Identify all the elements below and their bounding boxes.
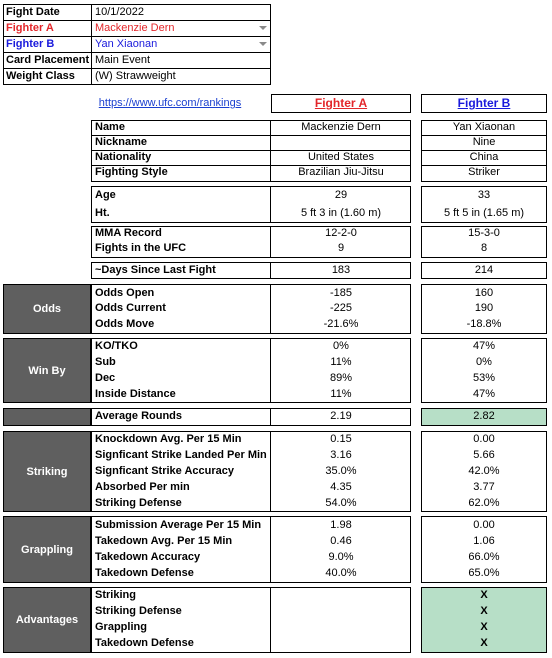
fighter-a-header-label: Fighter A <box>314 96 368 110</box>
advantage-label: Takedown Defense <box>95 637 194 649</box>
striking-value-b: 0.00 <box>473 433 495 445</box>
profile-value-b: Striker <box>468 166 500 178</box>
weight-class-value[interactable]: (W) Strawweight <box>95 70 176 82</box>
physical-section <box>0 186 552 223</box>
odds-section <box>0 284 552 334</box>
profile-label: Fighting Style <box>95 166 168 178</box>
striking-value-a: 54.0% <box>325 497 357 509</box>
physical-label: Ht. <box>95 207 110 219</box>
winby-value-b: 0% <box>476 356 492 368</box>
striking-category: Striking <box>3 431 91 512</box>
grappling-value-a: 40.0% <box>325 567 357 579</box>
odds-value-a: -21.6% <box>323 318 359 330</box>
fighter-b-select[interactable]: Yan Xiaonan <box>95 38 158 50</box>
info-label-card-placement: Card Placement <box>6 54 90 66</box>
winby-value-a: 11% <box>330 388 352 400</box>
grappling-value-a: 0.46 <box>330 535 352 547</box>
odds-value-b: -18.8% <box>466 318 502 330</box>
avgrounds-value-a: 2.19 <box>330 410 352 422</box>
striking-value-a: 4.35 <box>330 481 352 493</box>
striking-value-b: 62.0% <box>468 497 500 509</box>
info-label-fighter-a: Fighter A <box>6 22 54 34</box>
profile-value-b: Nine <box>472 136 496 148</box>
advantages-category: Advantages <box>3 587 91 653</box>
advantage-mark-b: X <box>480 621 488 633</box>
winby-value-a: 0% <box>333 340 349 352</box>
striking-label: Striking Defense <box>95 497 182 509</box>
physical-value-b: 33 <box>477 189 491 201</box>
winby-value-b: 53% <box>472 372 496 384</box>
striking-value-a: 3.16 <box>330 449 352 461</box>
days-value-b: 214 <box>474 264 494 276</box>
chevron-down-icon[interactable] <box>259 42 267 46</box>
avgrounds-label: Average Rounds <box>95 410 183 422</box>
advantage-label: Striking <box>95 589 136 601</box>
odds-value-b: 160 <box>474 287 494 299</box>
record-value-a: 9 <box>337 242 345 254</box>
fighter-b-header-label: Fighter B <box>457 96 511 110</box>
info-table <box>3 4 271 85</box>
striking-label: Absorbed Per min <box>95 481 190 493</box>
record-value-a: 12-2-0 <box>325 227 357 239</box>
avgrounds-value-b: 2.82 <box>473 410 495 422</box>
profile-label: Nickname <box>95 136 147 148</box>
profile-label: Nationality <box>95 151 152 163</box>
odds-label: Odds Current <box>95 302 166 314</box>
record-value-b: 8 <box>480 242 488 254</box>
chevron-down-icon[interactable] <box>259 26 267 30</box>
record-label: Fights in the UFC <box>95 242 187 254</box>
profile-value-b: Yan Xiaonan <box>452 121 516 133</box>
record-section <box>0 226 552 258</box>
profile-section <box>0 120 552 182</box>
profile-value-a: United States <box>307 151 375 163</box>
card-placement-value[interactable]: Main Event <box>95 54 151 66</box>
grappling-section <box>0 516 552 583</box>
striking-label: Signficant Strike Accuracy <box>95 465 234 477</box>
odds-value-a: -225 <box>329 302 353 314</box>
grappling-label: Takedown Accuracy <box>95 551 201 563</box>
fight-date-value[interactable]: 10/1/2022 <box>95 6 144 18</box>
physical-value-a: 5 ft 3 in (1.60 m) <box>300 207 382 219</box>
winby-category: Win By <box>3 338 91 403</box>
odds-label: Odds Open <box>95 287 155 299</box>
days-value-a: 183 <box>331 264 351 276</box>
grappling-value-b: 65.0% <box>468 567 500 579</box>
days-section <box>0 262 552 279</box>
advantages-section <box>0 587 552 653</box>
grappling-label: Takedown Defense <box>95 567 194 579</box>
avgrounds-section <box>0 408 552 426</box>
grappling-label: Takedown Avg. Per 15 Min <box>95 535 233 547</box>
odds-value-b: 190 <box>474 302 494 314</box>
winby-label: Inside Distance <box>95 388 176 400</box>
winby-section <box>0 338 552 403</box>
winby-value-a: 89% <box>329 372 353 384</box>
advantage-label: Grappling <box>95 621 147 633</box>
striking-value-b: 5.66 <box>473 449 495 461</box>
striking-section <box>0 431 552 512</box>
grappling-value-b: 66.0% <box>468 551 500 563</box>
advantage-mark-b: X <box>480 605 488 617</box>
winby-label: Sub <box>95 356 116 368</box>
grappling-value-a: 9.0% <box>328 551 354 563</box>
avgrounds-category <box>3 408 91 426</box>
physical-label: Age <box>95 189 116 201</box>
odds-label: Odds Move <box>95 318 155 330</box>
grappling-category: Grappling <box>3 516 91 583</box>
advantage-label: Striking Defense <box>95 605 182 617</box>
winby-value-b: 47% <box>472 340 496 352</box>
info-label-fighter-b: Fighter B <box>6 38 55 50</box>
striking-value-b: 3.77 <box>473 481 495 493</box>
profile-value-b: China <box>469 151 499 163</box>
grappling-label: Submission Average Per 15 Min <box>95 519 262 531</box>
striking-label: Knockdown Avg. Per 15 Min <box>95 433 242 445</box>
info-label-weight-class: Weight Class <box>6 70 75 82</box>
fighter-a-select[interactable]: Mackenzie Dern <box>95 22 175 34</box>
info-label-fight-date: Fight Date <box>6 6 60 18</box>
odds-category: Odds <box>3 284 91 334</box>
winby-value-a: 11% <box>330 356 352 368</box>
winby-value-b: 47% <box>472 388 496 400</box>
striking-value-a: 35.0% <box>325 465 357 477</box>
striking-label: Signficant Strike Landed Per Min <box>95 449 267 461</box>
profile-label: Name <box>95 121 125 133</box>
rankings-link[interactable]: https://www.ufc.com/rankings <box>98 97 242 109</box>
winby-label: KO/TKO <box>95 340 138 352</box>
profile-value-a: Brazilian Jiu-Jitsu <box>298 166 384 178</box>
striking-value-b: 42.0% <box>468 465 500 477</box>
days-label: ~Days Since Last Fight <box>95 264 216 276</box>
profile-value-a: Mackenzie Dern <box>301 121 381 133</box>
striking-value-a: 0.15 <box>330 433 352 445</box>
record-label: MMA Record <box>95 227 162 239</box>
record-value-b: 15-3-0 <box>468 227 500 239</box>
odds-value-a: -185 <box>329 287 353 299</box>
grappling-value-a: 1.98 <box>330 519 352 531</box>
grappling-value-b: 1.06 <box>473 535 495 547</box>
physical-value-b: 5 ft 5 in (1.65 m) <box>443 207 525 219</box>
physical-value-a: 29 <box>334 189 348 201</box>
advantage-mark-b: X <box>480 637 488 649</box>
advantage-mark-b: X <box>480 589 488 601</box>
winby-label: Dec <box>95 372 116 384</box>
grappling-value-b: 0.00 <box>473 519 495 531</box>
